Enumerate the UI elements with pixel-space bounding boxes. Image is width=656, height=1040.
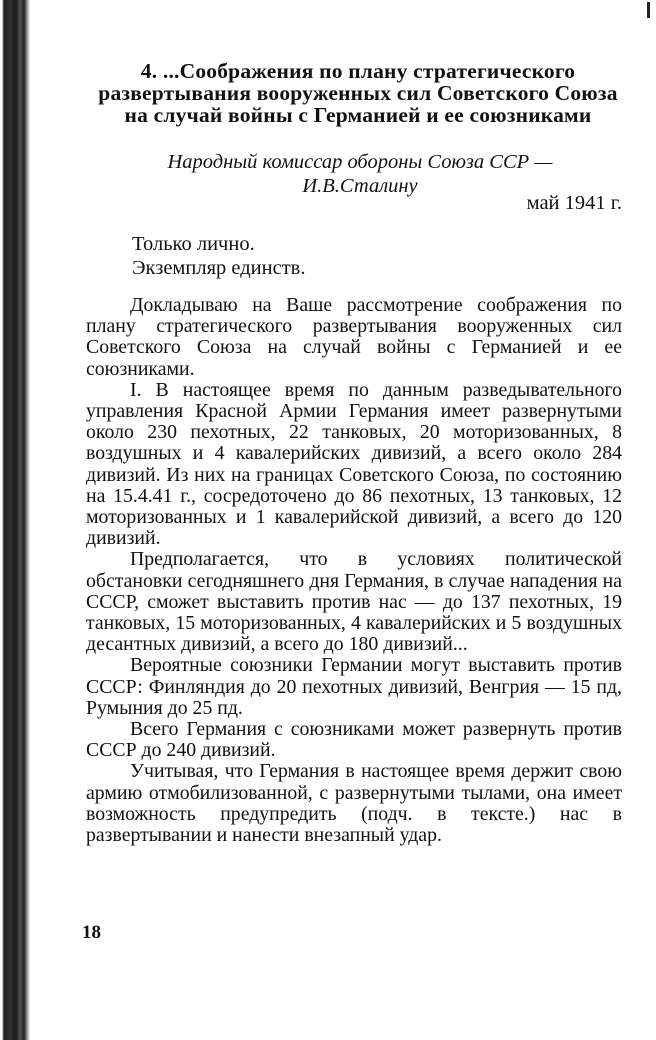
paragraph: Вероятные союзники Германии могут выставить против СССР: Финляндия до 20 пехотных дивизий, Венгрия — 15 пд, Румыния до 25 пд. bbox=[86, 654, 622, 719]
addressee-line: Народный комиссар обороны Союза ССР — И.В.Сталину bbox=[167, 151, 553, 197]
book-spine-edge bbox=[0, 0, 30, 1040]
page-number: 18 bbox=[82, 922, 101, 943]
document-heading: 4. ...Соображения по плану стратегического развертывания вооруженных сил Советского Союза на случай войны с Германией и ее союзниками bbox=[98, 59, 618, 127]
paragraph: Всего Германия с союзниками может развернуть против СССР до 240 дивизий. bbox=[86, 718, 622, 762]
note-confidential: Только лично. bbox=[132, 233, 255, 255]
note-copy: Экземпляр единств. bbox=[132, 257, 306, 279]
paragraph: Учитывая, что Германия в настоящее время держит свою армию отмобилизованной, с развернутыми тылами, она имеет возможность предупредить (подч. в тексте.) нас в развертывании и нанести внезапный удар. bbox=[86, 760, 622, 847]
paragraph: Докладываю на Ваше рассмотрение соображения по плану стратегического развертывания вооруженных сил Советского Союза на случай войны с Германией и ее союзниками. bbox=[86, 294, 622, 380]
paragraph: Предполагается, что в условиях политической обстановки сегодняшнего дня Германия, в случае нападения на СССР, сможет выставить против нас — до 137 пехотных, 19 танковых, 15 моторизованных, 4 кавалерийских и 5 воздушных десантных дивизий, а всего до 180 дивизий... bbox=[86, 548, 622, 656]
paragraph: I. В настоящее время по данным разведывательного управления Красной Армии Германия имеет развернутыми около 230 пехотных, 22 танковых, 20 моторизованных, 8 воздушных и 4 кавалерийских дивизий, а всего около 284 дивизий. Из них на границах Советского Союза, по состоянию на 15.4.41 г., сосредоточено до 86 пехотных, 13 танковых, 12 моторизованных и 1 кавалерийской дивизий, а всего до 120 дивизий. bbox=[86, 378, 622, 550]
corner-mark bbox=[647, 2, 650, 18]
document-body bbox=[86, 295, 622, 846]
document-date: май 1941 г. bbox=[526, 192, 622, 214]
